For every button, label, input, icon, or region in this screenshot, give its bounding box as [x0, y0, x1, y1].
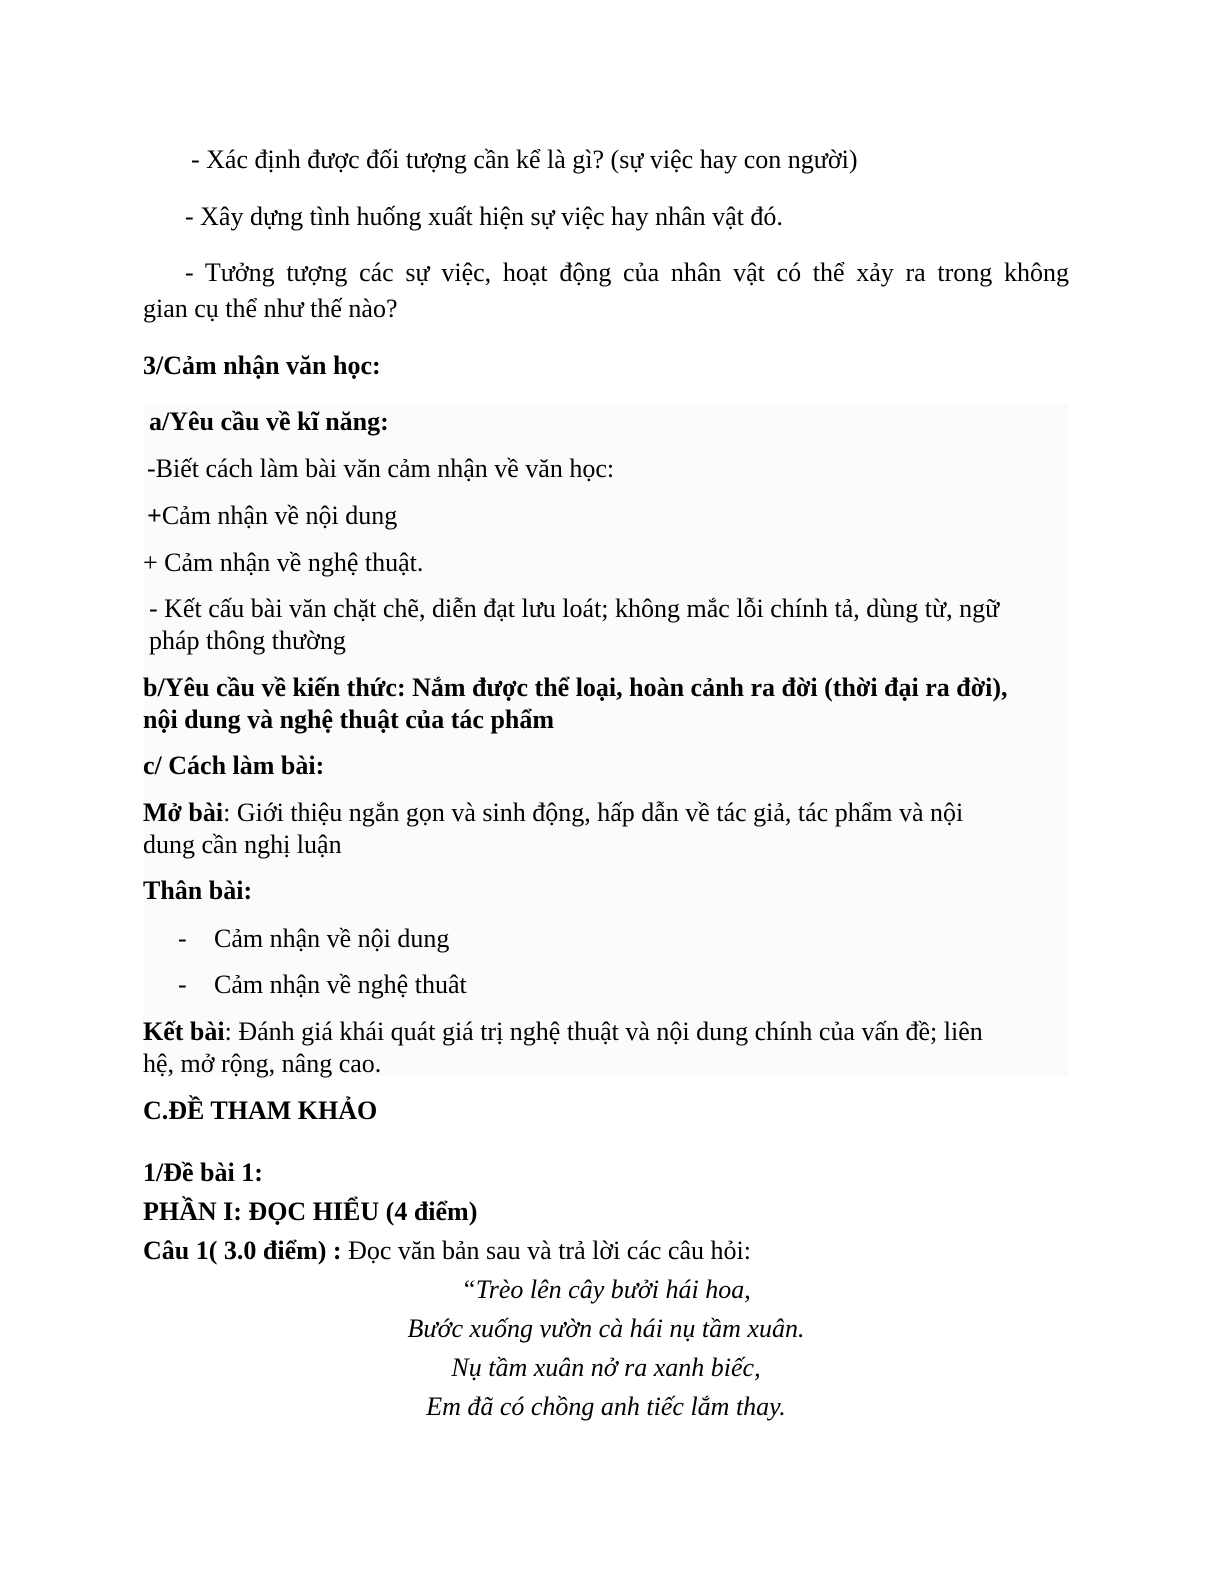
poem-line-3: Nụ tầm xuân nở ra xanh biếc, [451, 1353, 761, 1382]
body-item-1: Cảm nhận về nội dung [214, 924, 450, 953]
section-c-heading: C.ĐỀ THAM KHẢO [143, 1096, 378, 1125]
section-3-heading: 3/Cảm nhận văn học: [143, 351, 381, 380]
intro-paragraph-line-2: dung cần nghị luận [143, 830, 342, 859]
intro-line-1: - Xác định được đối tượng cần kể là gì? (sự việc hay con người) [191, 145, 858, 174]
mo-bai-text: : Giới thiệu ngắn gọn và sinh động, hấp dẫn về tác giả, tác phẩm và nội [223, 798, 964, 827]
question-1-line [143, 1235, 751, 1267]
question-1-label: Câu 1( 3.0 điểm) : [143, 1236, 342, 1265]
exam-1-heading: 1/Đề bài 1: [143, 1158, 263, 1187]
intro-line-3b: gian cụ thể như thế nào? [143, 294, 398, 323]
skills-line-3: + Cảm nhận về nghệ thuật. [143, 548, 424, 577]
plus-mark: + [147, 501, 162, 530]
bullet-dash-2: - [178, 970, 187, 999]
method-heading: c/ Cách làm bài: [143, 751, 325, 780]
knowledge-line-2: nội dung và nghệ thuật của tác phẩm [143, 705, 555, 734]
part-1-heading: PHẦN I: ĐỌC HIỂU (4 điểm) [143, 1197, 478, 1226]
conclusion-line-1 [143, 1016, 983, 1048]
body-item-2: Cảm nhận về nghệ thuât [214, 970, 467, 999]
ket-bai-label: Kết bài [143, 1017, 225, 1046]
body-heading: Thân bài: [143, 876, 253, 905]
conclusion-line-2: hệ, mở rộng, nâng cao. [143, 1049, 382, 1078]
poem-line-1: “Trèo lên cây bưởi hái hoa, [461, 1275, 751, 1304]
intro-line-2: - Xây dựng tình huống xuất hiện sự việc hay nhân vật đó. [185, 202, 783, 231]
knowledge-line-1: b/Yêu cầu về kiến thức: Nắm được thể loại, hoàn cảnh ra đời (thời đại ra đời), [143, 673, 1008, 702]
skills-line-4b: pháp thông thường [149, 626, 346, 655]
poem-line-2: Bước xuống vườn cà hái nụ tầm xuân. [407, 1314, 805, 1343]
bullet-dash-1: - [178, 924, 187, 953]
intro-paragraph-line-1 [143, 797, 963, 829]
skills-line-1: -Biết cách làm bài văn cảm nhận về văn học: [147, 454, 615, 483]
skills-heading: a/Yêu cầu về kĩ năng: [149, 407, 389, 436]
skills-line-2-text: Cảm nhận về nội dung [161, 501, 398, 530]
mo-bai-label: Mở bài [143, 798, 224, 827]
ket-bai-text: : Đánh giá khái quát giá trị nghệ thuật và nội dung chính của vấn đề; liên [224, 1017, 983, 1046]
poem-line-4: Em đã có chồng anh tiếc lắm thay. [426, 1392, 786, 1421]
skills-line-4a: - Kết cấu bài văn chặt chẽ, diễn đạt lưu loát; không mắc lỗi chính tả, dùng từ, ngữ [149, 594, 1000, 623]
intro-line-3a: - Tưởng tượng các sự việc, hoạt động của nhân vật có thể xảy ra trong không [185, 258, 1069, 287]
skills-line-2 [147, 500, 397, 532]
question-1-text: Đọc văn bản sau và trả lời các câu hỏi: [341, 1236, 751, 1265]
